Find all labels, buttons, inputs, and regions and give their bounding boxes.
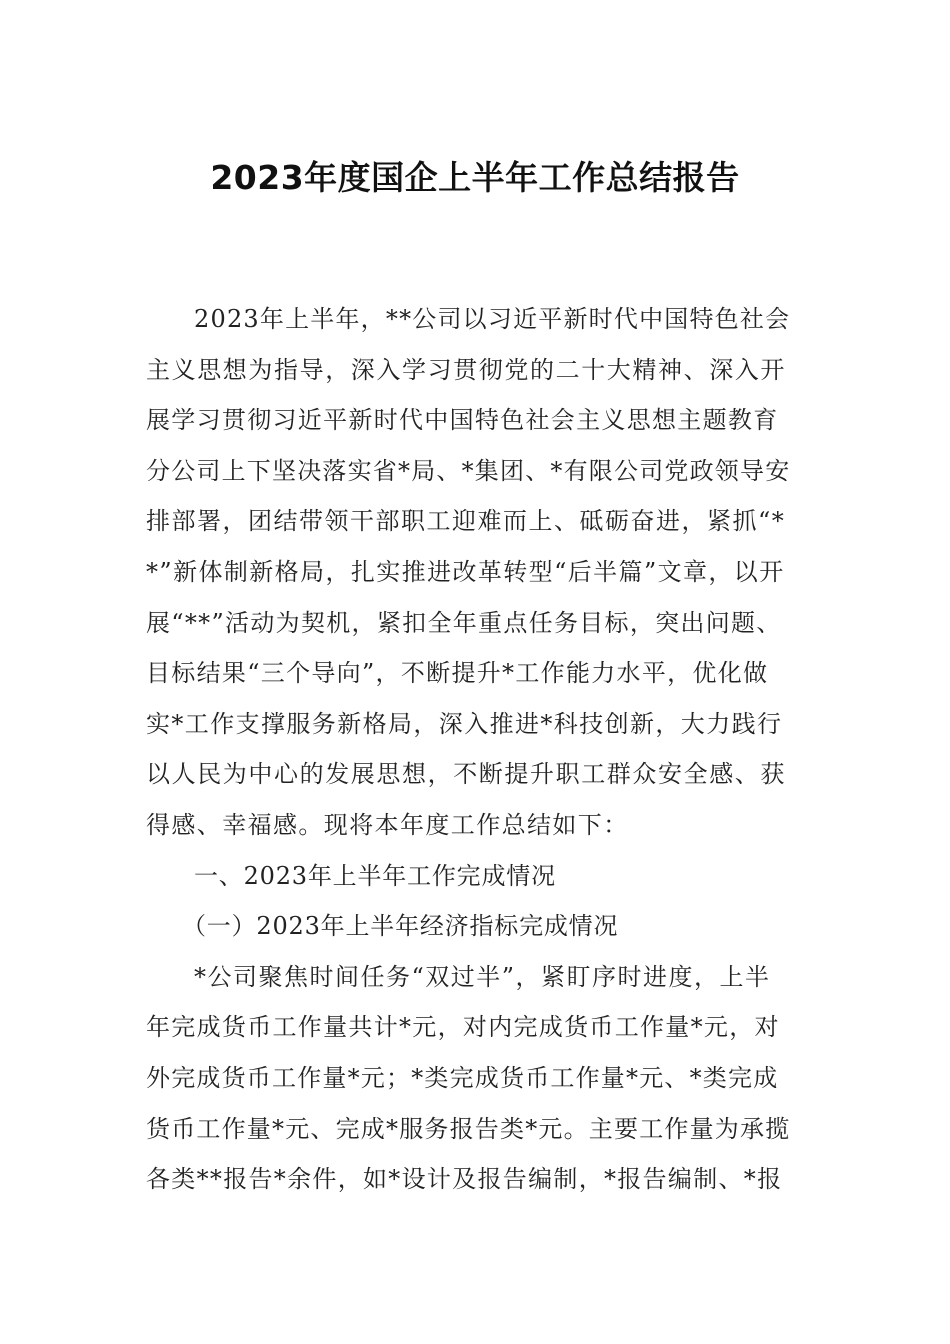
intro-line: 实*工作支撑服务新格局，深入推进*科技创新，大力践行 (146, 709, 783, 738)
intro-line: 展学习贯彻习近平新时代中国特色社会主义思想主题教育 (146, 406, 779, 435)
intro-line: 2023年上半年，**公司以习近平新时代中国特色社会 (194, 305, 791, 333)
intro-line: 排部署，团结带领干部职工迎难而上、砥砺奋进，紧抓“* (146, 507, 786, 536)
intro-line: 以人民为中心的发展思想，不断提升职工群众安全感、获 (146, 760, 786, 789)
subsection-paragraph (146, 952, 810, 1205)
body-line: 货币工作量*元、完成*服务报告类*元。主要工作量为承揽 (146, 1114, 791, 1143)
subsection-heading: （一）2023年上半年经济指标完成情况 (182, 912, 619, 941)
intro-line: *”新体制新格局，扎实推进改革转型“后半篇”文章，以开 (146, 557, 785, 586)
intro-paragraph (146, 294, 810, 851)
intro-line: 主义思想为指导，深入学习贯彻党的二十大精神、深入开 (146, 355, 786, 384)
intro-line: 得感、幸福感。现将本年度工作总结如下： (146, 810, 629, 839)
body-line: 各类**报告*余件，如*设计及报告编制，*报告编制、*报 (146, 1165, 783, 1194)
intro-line: 目标结果“三个导向”，不断提升*工作能力水平，优化做 (146, 659, 769, 688)
body-line: 外完成货币工作量*元；*类完成货币工作量*元、*类完成 (146, 1063, 779, 1092)
body-line: *公司聚焦时间任务“双过半”，紧盯序时进度，上半 (194, 962, 771, 991)
document-title: 2023年度国企上半年工作总结报告 (210, 158, 740, 197)
intro-line: 分公司上下坚决落实省*局、*集团、*有限公司党政领导安 (146, 456, 791, 485)
section-heading: 一、2023年上半年工作完成情况 (194, 861, 556, 890)
body-line: 年完成货币工作量共计*元，对内完成货币工作量*元，对 (146, 1013, 780, 1042)
intro-line: 展“**”活动为契机，紧扣全年重点任务目标，突出问题、 (146, 608, 782, 637)
document-body (146, 294, 810, 1205)
